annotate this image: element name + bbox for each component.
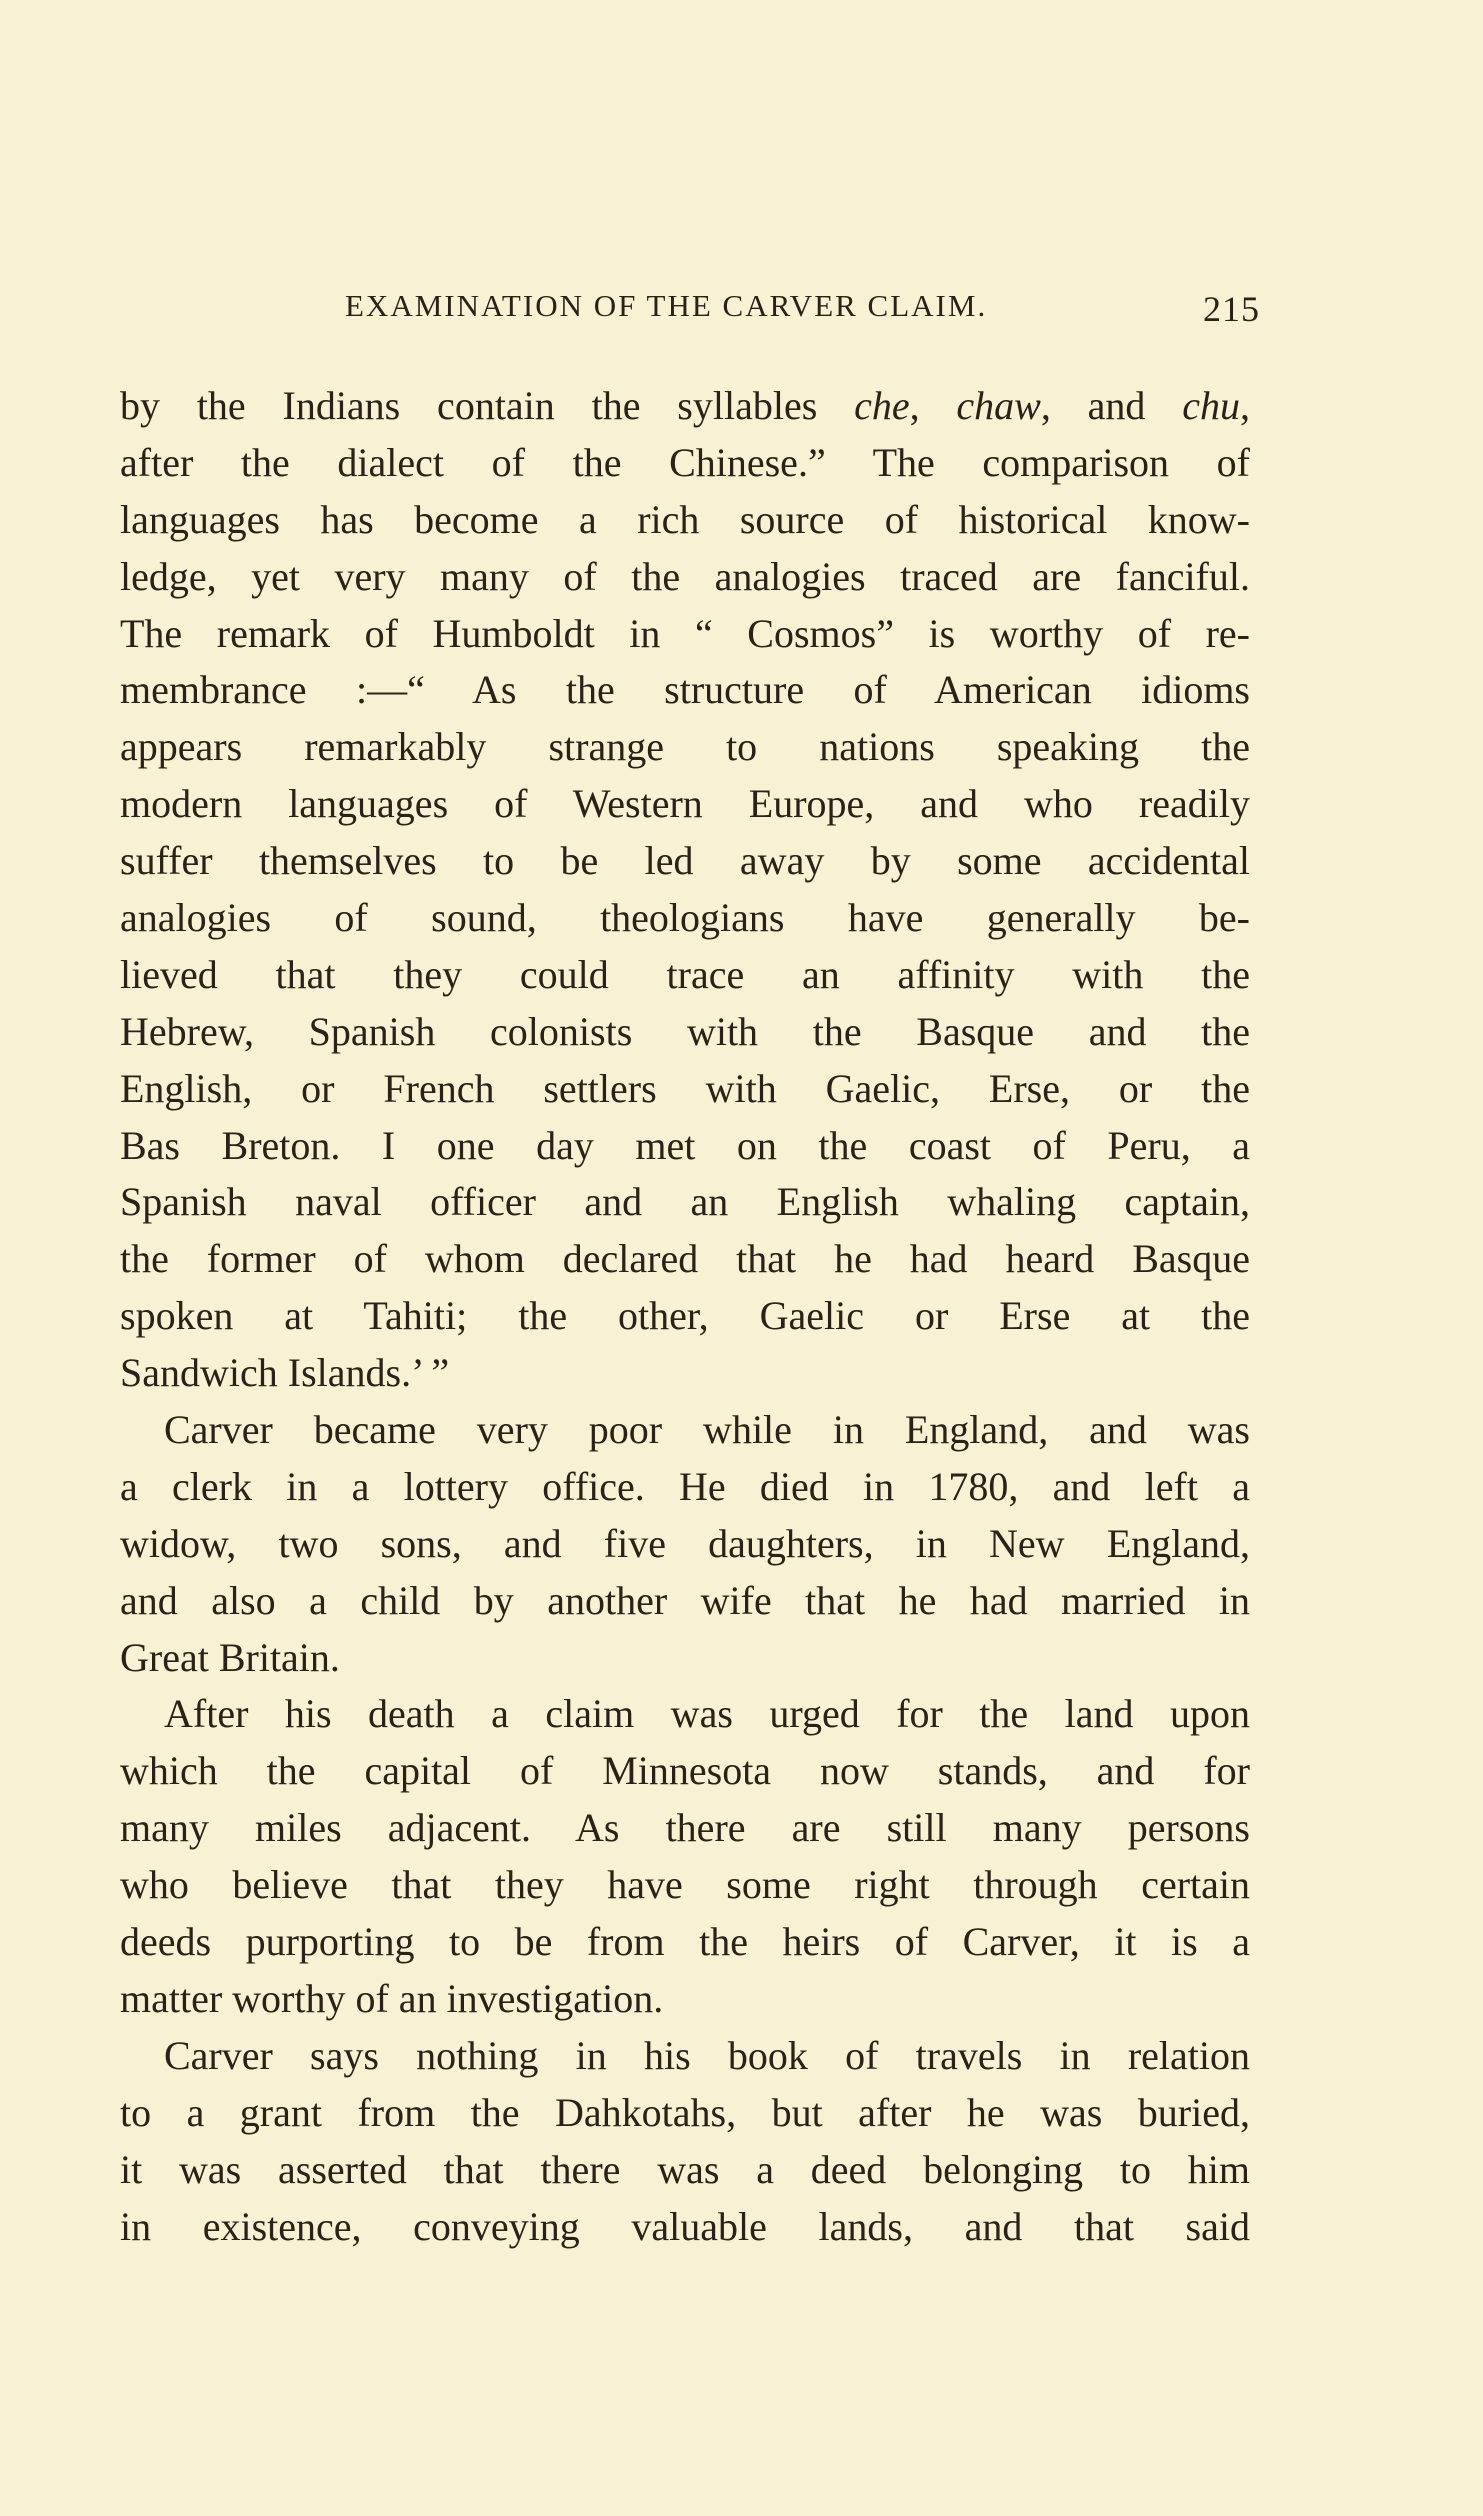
running-head: EXAMINATION OF THE CARVER CLAIM. bbox=[345, 288, 988, 323]
page-header bbox=[345, 288, 1260, 338]
text-line: membrance :—“ As the structure of American idioms bbox=[120, 667, 1250, 713]
text-line: Spanish naval officer and an English whaling captain, bbox=[120, 1179, 1250, 1225]
text-line: analogies of sound, theologians have generally be- bbox=[120, 895, 1250, 941]
text-line: who believe that they have some right through certain bbox=[120, 1862, 1250, 1908]
body-text bbox=[120, 378, 1250, 2255]
text-line: languages has become a rich source of historical know- bbox=[120, 496, 1250, 542]
text-line: in existence, conveying valuable lands, and that said bbox=[120, 2203, 1250, 2249]
text-line: widow, two sons, and five daughters, in New England, bbox=[120, 1520, 1250, 1566]
text-line: and also a child by another wife that he had married in bbox=[120, 1577, 1250, 1623]
text-line: After his death a claim was urged for the land upon bbox=[164, 1691, 1250, 1737]
text-line: it was asserted that there was a deed belonging to him bbox=[120, 2146, 1250, 2192]
text-line: matter worthy of an investigation. bbox=[120, 1975, 664, 2021]
text-line: which the capital of Minnesota now stands, and for bbox=[120, 1748, 1250, 1794]
text-line: English, or French settlers with Gaelic, Erse, or the bbox=[120, 1065, 1250, 1111]
text-line: Great Britain. bbox=[120, 1634, 340, 1680]
text-line: ledge, yet very many of the analogies traced are fanciful. bbox=[120, 553, 1250, 599]
italic-syllable: chu bbox=[1182, 383, 1240, 428]
italic-syllable: che bbox=[854, 383, 910, 428]
italic-syllable: chaw bbox=[956, 383, 1041, 428]
text-line: many miles adjacent. As there are still many persons bbox=[120, 1805, 1250, 1851]
text-line: Bas Breton. I one day met on the coast of Peru, a bbox=[120, 1122, 1250, 1168]
text-line: by the Indians contain the syllables che, chaw, and chu, bbox=[120, 383, 1250, 428]
text-line: after the dialect of the Chinese.” The comparison of bbox=[120, 439, 1250, 485]
text-line: Carver says nothing in his book of travels in relation bbox=[164, 2032, 1250, 2078]
text-line: suffer themselves to be led away by some accidental bbox=[120, 838, 1250, 884]
text-line: lieved that they could trace an affinity with the bbox=[120, 951, 1250, 997]
page-number: 215 bbox=[1203, 289, 1260, 329]
text-line: the former of whom declared that he had heard Basque bbox=[120, 1236, 1250, 1282]
text-line: Hebrew, Spanish colonists with the Basque and the bbox=[120, 1008, 1250, 1054]
text-line: appears remarkably strange to nations speaking the bbox=[120, 724, 1250, 770]
text-line: modern languages of Western Europe, and who readily bbox=[120, 781, 1250, 827]
text-line: Carver became very poor while in England, and was bbox=[164, 1407, 1250, 1453]
text-line: Sandwich Islands.’ ” bbox=[120, 1350, 450, 1396]
text-line: deeds purporting to be from the heirs of Carver, it is a bbox=[120, 1919, 1250, 1965]
text-line: The remark of Humboldt in “ Cosmos” is worthy of re- bbox=[120, 610, 1250, 656]
text-line: spoken at Tahiti; the other, Gaelic or Erse at the bbox=[120, 1293, 1250, 1339]
text-line: a clerk in a lottery office. He died in 1780, and left a bbox=[120, 1463, 1250, 1509]
text-line: to a grant from the Dahkotahs, but after he was buried, bbox=[120, 2089, 1250, 2135]
